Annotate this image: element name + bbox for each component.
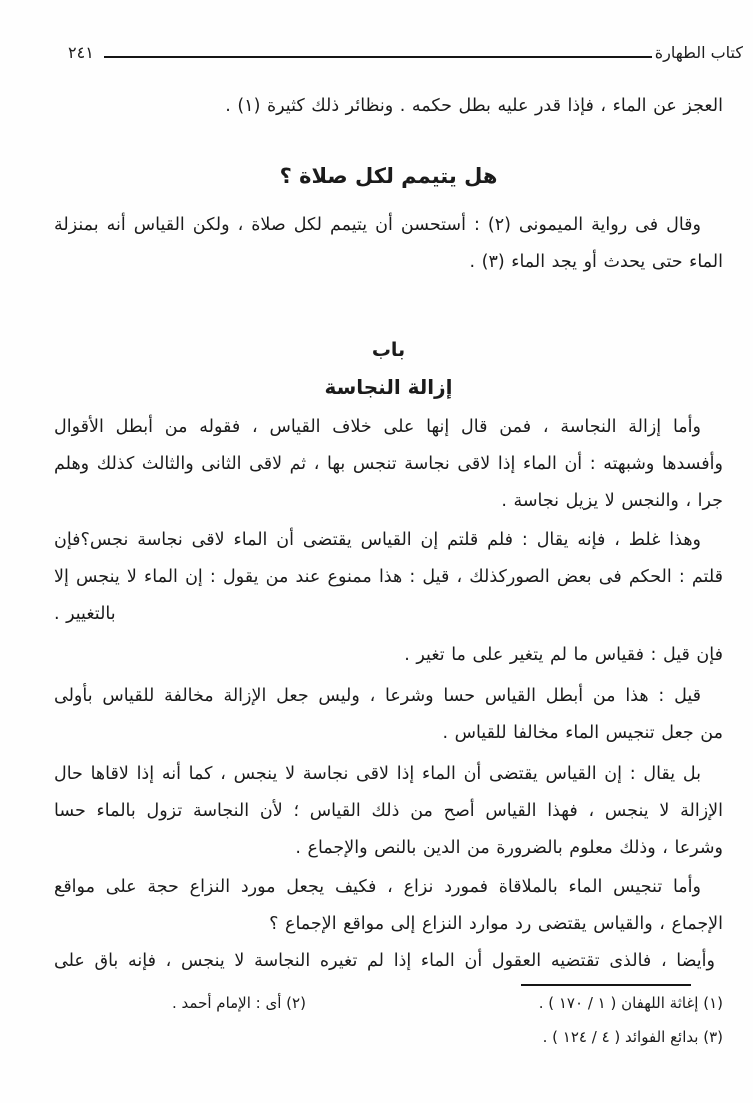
footnote-row <box>54 990 723 1016</box>
paragraph-line: الإزالة لا ينجس ، فهذا القياس أصح من ذلك القياس ؛ لأن النجاسة تزول بالماء حسا <box>54 801 723 821</box>
paragraph-line: قيل : هذا من أبطل القياس حسا وشرعا ، وليس جعل الإزالة مخالفة للقياس بأولى <box>54 686 701 706</box>
paragraph-line: وأما تنجيس الماء بالملاقاة فمورد نزاع ، فكيف يجعل مورد النزاع حجة على مواقع <box>54 877 701 897</box>
footnote-1: (١) إغاثة اللهفان ( ١ / ١٧٠ ) . <box>538 994 723 1012</box>
footnote-row <box>54 1024 723 1050</box>
paragraph-bal-yuqal <box>54 756 723 867</box>
continuation-line: العجز عن الماء ، فإذا قدر عليه بطل حكمه . ونظائر ذلك كثيرة (١) . <box>225 96 723 116</box>
paragraph-line: قلتم : الحكم فى بعض الصوركذلك ، قيل : هذا ممنوع عند من يقول : إن الماء لا ينجس إلا <box>54 567 723 587</box>
paragraph-izala <box>54 409 723 520</box>
paragraph-line: بالتغيير . <box>54 604 116 624</box>
paragraph-line: وشرعا ، وذلك معلوم بالضرورة من الدين بالنص والإجماع . <box>295 838 723 858</box>
chapter-heading-bab: باب <box>371 339 406 361</box>
paragraph-ghalat <box>54 522 723 633</box>
footnote-3: (٣) بدائع الفوائد ( ٤ / ١٢٤ ) . <box>542 1028 723 1046</box>
footnote-2: (٢) أى : الإمام أحمد . <box>172 994 306 1012</box>
paragraph-line: بل يقال : إن القياس يقتضى أن الماء إذا لاقى نجاسة لا ينجس ، كما أنه إذا لاقاها حال <box>54 764 701 784</box>
paragraph-line: من جعل تنجيس الماء مخالفا للقياس . <box>442 723 723 743</box>
paragraph-qila <box>54 678 723 752</box>
paragraph-maymuni <box>54 207 723 281</box>
paragraph-line: الماء حتى يحدث أو يجد الماء (٣) . <box>469 252 723 272</box>
paragraph-fain-qila: فإن قيل : فقياس ما لم يتغير على ما تغير . <box>404 645 723 665</box>
footnotes-section <box>54 984 723 1050</box>
paragraph-line: وقال فى رواية الميمونى (٢) : أستحسن أن يتيمم لكل صلاة ، ولكن القياس أنه بمنزلة <box>54 215 701 235</box>
paragraph-line: وأما إزالة النجاسة ، فمن قال إنها على خلاف القياس ، فقوله من أبطل الأقوال <box>54 417 701 437</box>
page-header <box>0 0 753 64</box>
header-rule <box>104 56 652 58</box>
paragraph-line: الإجماع ، والقياس يقتضى رد موارد النزاع إلى مواقع الإجماع ؟ <box>269 914 723 934</box>
footnote-separator <box>521 984 691 986</box>
section-heading-tayammum: هل يتيمم لكل صلاة ؟ <box>279 164 498 188</box>
paragraph-line: وأفسدها وشبهته : أن الماء إذا لاقى نجاسة تنجس بها ، ثم لاقى الثانى والثالث كذلك وهلم <box>54 454 723 474</box>
chapter-title-izalat-najasa: إزالة النجاسة <box>324 375 453 399</box>
paragraph-wa-amma <box>54 869 723 943</box>
book-title: كتاب الطهارة <box>654 43 743 62</box>
paragraph-line: وهذا غلط ، فإنه يقال : فلم قلتم إن القياس يقتضى أن الماء لاقى نجاسة نجس؟فإن <box>54 530 701 550</box>
page-body <box>0 88 753 980</box>
paragraph-line: جرا ، والنجس لا يزيل نجاسة . <box>501 491 723 511</box>
paragraph-wa-aydan: وأيضا ، فالذى تقتضيه العقول أن الماء إذا لم تغيره النجاسة لا ينجس ، فإنه باق على <box>54 951 715 971</box>
page-number: ٢٤١ <box>68 43 94 62</box>
